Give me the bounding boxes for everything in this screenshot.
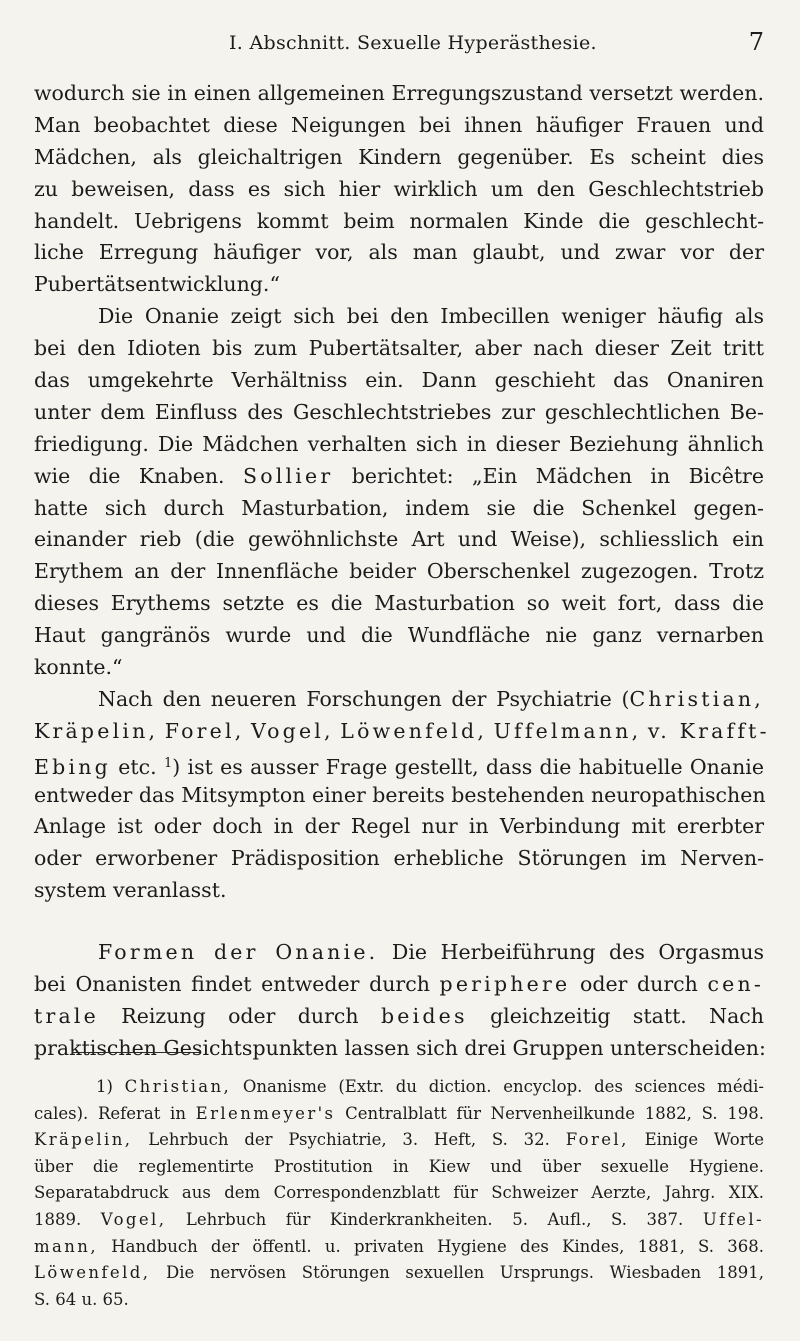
text-line: praktischen Gesichtspunkten lassen sich drei Gruppen unterscheiden: (34, 1035, 766, 1060)
section-heading: Formen der Onanie. (98, 940, 379, 965)
text-run: gleichzeitig statt. Nach (467, 1003, 764, 1028)
author-name: Christian, (629, 686, 764, 711)
text-run: Lehrbuch für Kinderkrankheiten. 5. Aufl., S. 387. (166, 1209, 703, 1229)
author-name: Löwenfeld, (34, 1263, 151, 1283)
text-line: system veranlasst. (34, 878, 227, 903)
text-run: Onanisme (Extr. du diction. encyclop. des sciences médi- (231, 1077, 764, 1096)
text-line: Erythem an der Innenfläche beider Oberschenkel zugezogen. Trotz (34, 559, 764, 584)
text-run: Nach den neueren Forschungen der Psychiatrie ( (98, 686, 630, 711)
footnote-line (34, 1260, 764, 1287)
emphasis: periphere (439, 972, 571, 997)
text-line: zu beweisen, dass es sich hier wirklich um den Geschlechtstrieb (34, 176, 764, 201)
text-line (34, 937, 764, 969)
text-run: cales). Referat in (34, 1103, 196, 1123)
running-title: I. Abschnitt. Sexuelle Hyperästhesie. (229, 32, 597, 54)
text-line (34, 461, 764, 493)
author-name: Uffel- (702, 1209, 764, 1229)
book-page (34, 0, 770, 1341)
text-line (34, 684, 764, 716)
text-line: einander rieb (die gewöhnlichste Art und Weise), schliesslich ein (34, 527, 764, 552)
text-run: Reizung oder durch (98, 1003, 381, 1028)
text-line (34, 748, 764, 780)
author-name: Forel, (164, 718, 245, 743)
author-name: Uffelmann, (493, 718, 642, 743)
footnote-line: Separatabdruck aus dem Correspondenzblatt für Schweizer Aerzte, Jahrg. XIX. (34, 1183, 764, 1203)
text-line: Die Onanie zeigt sich bei den Imbecillen weniger häufig als (98, 304, 764, 329)
text-run: 1889. (34, 1209, 101, 1229)
author-name: Christian, (124, 1077, 232, 1096)
footnote-line (34, 1074, 764, 1101)
footnote-line (34, 1234, 764, 1261)
text-run: Die nervösen Störungen sexuellen Ursprungs. Wiesbaden 1891, (150, 1263, 764, 1283)
text-line: Anlage ist oder doch in der Regel nur in Verbindung mit ererbter (34, 814, 764, 839)
text-run: Die Herbeiführung des Orgasmus (378, 940, 765, 965)
text-run: Centralblatt für Nervenheilkunde 1882, S. 198. (335, 1103, 764, 1123)
text-line: Haut gangränös wurde und die Wundfläche nie ganz vernarben (34, 623, 764, 648)
text-line: konnte.“ (34, 655, 123, 680)
text-line: Mädchen, als gleichaltrigen Kindern gegenüber. Es scheint dies (34, 144, 764, 169)
text-run: Lehrbuch der Psychiatrie, 3. Heft, S. 32. (132, 1130, 566, 1150)
emphasis: trale (34, 1003, 99, 1028)
running-header (34, 28, 764, 60)
text-run: bei Onanisten findet entweder durch (34, 972, 440, 997)
text-line: hatte sich durch Masturbation, indem sie die Schenkel gegen- (34, 495, 764, 520)
text-line: handelt. Uebrigens kommt beim normalen Kinde die geschlecht- (34, 208, 764, 233)
text-line: entweder das Mitsympton einer bereits bestehenden neuropathischen (34, 782, 766, 807)
author-name: Löwenfeld, (340, 718, 488, 743)
author-name: mann, (34, 1236, 98, 1256)
text-line: liche Erregung häufiger vor, als man glaubt, und zwar vor der (34, 240, 764, 265)
footnote-marker: 1) (96, 1077, 125, 1096)
text-line: Pubertätsentwicklung.“ (34, 272, 280, 297)
footnote-line (34, 1127, 764, 1154)
page-number: 7 (748, 28, 764, 56)
author-name: Forel, (565, 1130, 629, 1150)
text-line (34, 969, 764, 1001)
author-name: Kräpelin, (34, 1130, 133, 1150)
author-name: v. Krafft- (647, 718, 770, 743)
text-run: wie die Knaben. (34, 463, 243, 488)
footnote-line: über die reglementirte Prostitution in Kiew und über sexuelle Hygiene. (34, 1156, 764, 1176)
text-line: unter dem Einfluss des Geschlechtstriebes zur geschlechtlichen Be- (34, 399, 764, 424)
author-name: Erlenmeyer's (195, 1103, 336, 1123)
text-line: Man beobachtet diese Neigungen bei ihnen häufiger Frauen und (34, 112, 764, 137)
text-run: ) ist es ausser Frage gestellt, dass die habituelle Onanie (172, 754, 765, 779)
text-line: oder erworbener Prädisposition erhebliche Störungen im Nerven- (34, 846, 764, 871)
paragraph-gap (34, 907, 764, 937)
text-run: etc. (110, 754, 164, 779)
author-name: Kräpelin, (34, 718, 159, 743)
text-line (34, 716, 770, 748)
author-name: Vogel, (250, 718, 334, 743)
text-line: wodurch sie in einen allgemeinen Erregungszustand versetzt werden. (34, 81, 764, 105)
author-name: Vogel, (100, 1209, 167, 1229)
author-name: Sollier (242, 463, 334, 488)
footnote-line: S. 64 u. 65. (34, 1289, 129, 1309)
text-line: friedigung. Die Mädchen verhalten sich in dieser Beziehung ähnlich (34, 431, 764, 456)
text-line: dieses Erythems setzte es die Masturbation so weit fort, dass die (34, 591, 764, 616)
footnote-line (34, 1101, 764, 1128)
text-run: oder durch (570, 972, 708, 997)
author-name: Ebing (34, 754, 111, 779)
text-run: Handbuch der öffentl. u. privaten Hygiene des Kindes, 1881, S. 368. (97, 1236, 764, 1256)
text-run: Einige Worte (628, 1130, 764, 1150)
text-line: bei den Idioten bis zum Pubertätsalter, aber nach dieser Zeit tritt (34, 336, 764, 361)
emphasis: cen- (707, 972, 764, 997)
emphasis: beides (380, 1003, 468, 1028)
body-text (34, 78, 770, 1065)
text-line: das umgekehrte Verhältniss ein. Dann geschieht das Onaniren (34, 368, 764, 393)
footnote-marker: 1 (163, 755, 173, 771)
text-line (34, 1001, 764, 1033)
footnotes (34, 1074, 764, 1313)
footnote-line (34, 1207, 764, 1234)
footnote-separator (72, 1052, 200, 1053)
text-run: berichtet: „Ein Mädchen in Bicêtre (333, 463, 764, 488)
